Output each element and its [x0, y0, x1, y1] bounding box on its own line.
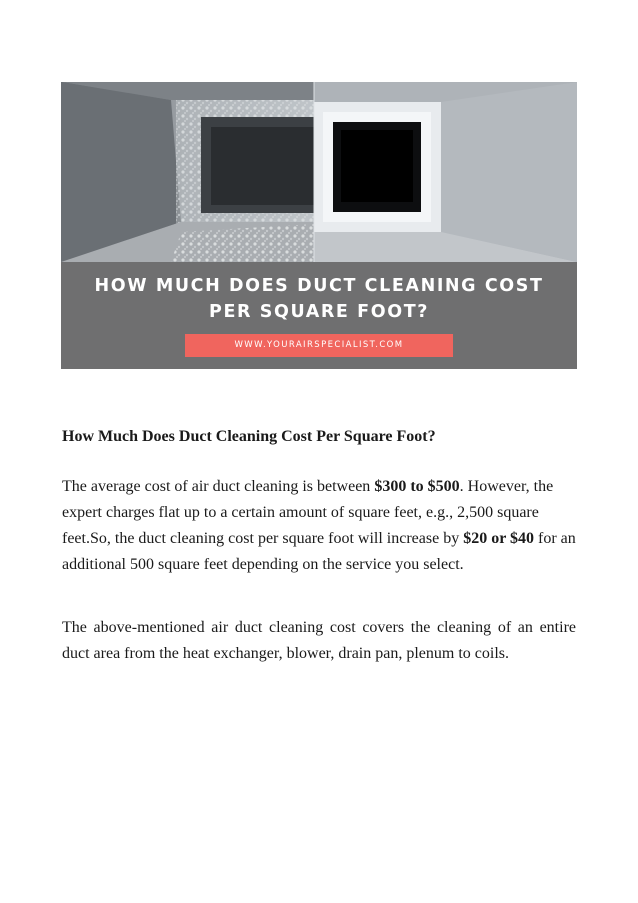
cost-text-3: for an additional 500 square feet depending on the service you select. — [62, 530, 576, 573]
cost-range: $300 to $500 — [374, 478, 460, 495]
banner-title — [61, 273, 577, 325]
banner-title-line-2: PER SQUARE FOOT? — [209, 302, 429, 322]
hero-banner — [61, 82, 577, 369]
banner-title-line-1: HOW MUCH DOES DUCT CLEANING COST — [94, 276, 544, 296]
duct-before-after-photo — [61, 82, 577, 262]
article-heading: How Much Does Duct Cleaning Cost Per Square Foot? — [62, 428, 436, 445]
coverage-paragraph: The above-mentioned air duct cleaning cost covers the cleaning of an entire duct area from the heat exchanger, blower, drain pan, plenum to coils. — [62, 619, 576, 662]
article-body — [62, 425, 576, 667]
cost-text-2: . However, the expert charges flat up to a certain amount of square feet, e.g., 2,500 square feet.So, the duct cleaning cost per square foot will increase by — [62, 478, 554, 547]
increase-amount: $20 or $40 — [463, 530, 535, 547]
cost-paragraph — [62, 474, 576, 578]
website-url-badge: WWW.YOURAIRSPECIALIST.COM — [185, 334, 453, 357]
cost-text-1: The average cost of air duct cleaning is between — [62, 478, 375, 495]
